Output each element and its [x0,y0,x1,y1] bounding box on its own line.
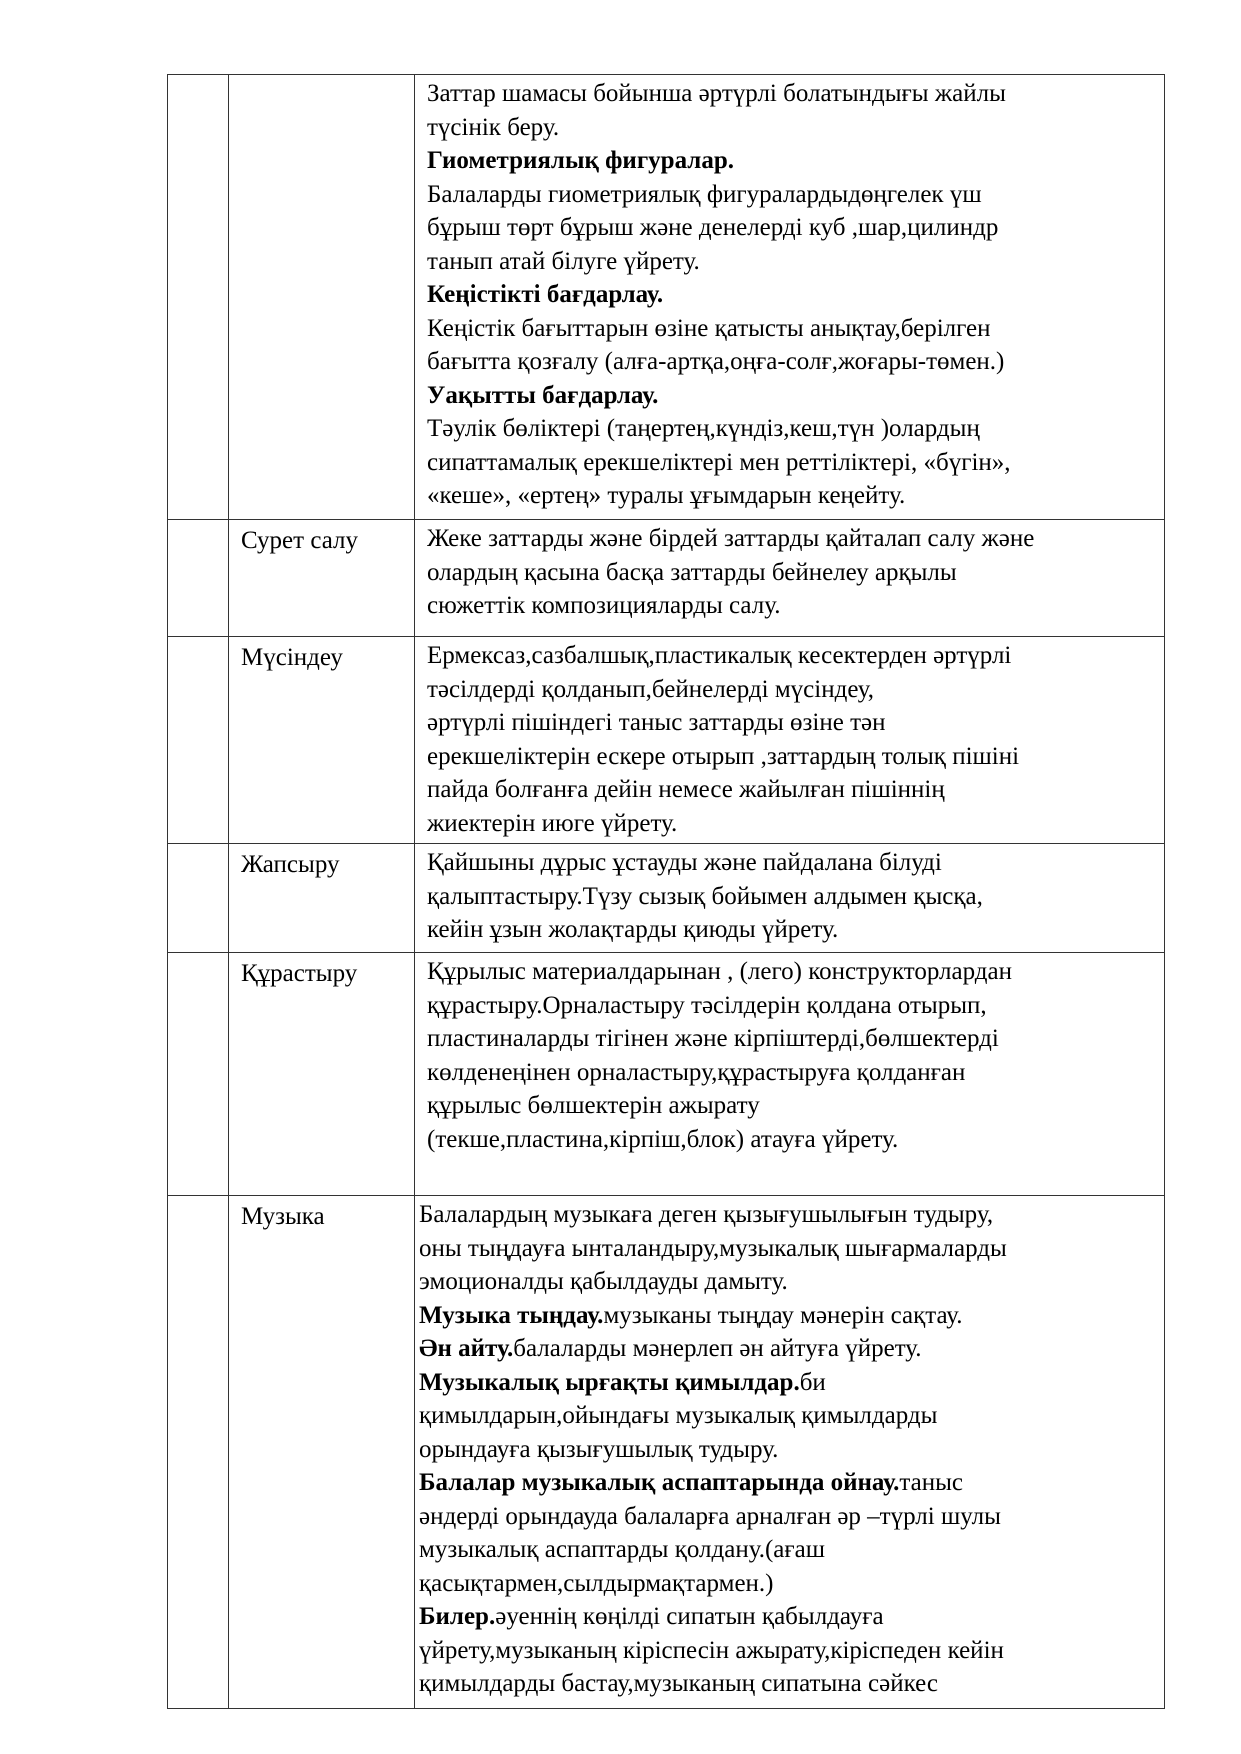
body-text: көлденеңінен орналастыру,құрастыруға қолданған [427,1058,966,1086]
bold-heading: Уақытты бағдарлау. [427,381,659,409]
content-line [427,1056,1160,1090]
body-text: пластиналарды тігінен және кірпіштерді,бөлшектерді [427,1025,999,1052]
content-line [419,1634,1160,1668]
index-cell [168,520,229,637]
body-text: «кеше», «ертең» туралы ұғымдарын кеңейту. [427,482,906,509]
table-row [168,637,1165,844]
content-line [419,1265,1160,1299]
body-text: құрылыс бөлшектерін ажырату [427,1092,760,1119]
subject-cell [229,75,415,520]
index-cell [168,953,229,1196]
content-line [427,379,1160,413]
body-text: эмоционалды қабылдауды дамыту. [419,1268,788,1295]
content-line [419,1232,1160,1266]
body-text: бұрыш төрт бұрыш және денелерді куб ,шар,цилиндр [427,214,999,241]
content-line [427,522,1160,556]
bold-heading: Билер. [419,1603,496,1630]
content-line [427,989,1160,1023]
content-line [419,1433,1160,1467]
content-line [427,740,1160,774]
content-line [419,1667,1160,1701]
curriculum-table [167,74,1165,1709]
content-line [419,1500,1160,1534]
content-line [427,446,1160,480]
body-text: кейін ұзын жолақтарды қиюды үйрету. [427,916,839,943]
bold-heading: Балалар музыкалық аспаптарында ойнау. [419,1469,900,1496]
body-text: түсінік беру. [427,113,560,141]
content-line [427,178,1160,212]
content-line [419,1567,1160,1601]
content-cell [415,953,1165,1196]
content-line [427,111,1160,145]
bold-heading: Кеңістікті бағдарлау. [427,281,664,308]
body-text: әндерді орындауда балаларға арналған әр –түрлі шулы [419,1502,1001,1530]
body-text: қасықтармен,сылдырмақтармен.) [419,1569,774,1597]
body-text: бағытта қозғалу (алға-артқа,оңға-солғ,жоғары-төмен.) [427,348,1005,375]
body-text: Тәулік бөліктері (таңертең,күндіз,кеш,түн )олардың [427,415,980,442]
subject-cell: Сурет салу [229,520,415,637]
content-cell [415,75,1165,520]
body-text: пайда болғанға дейін немесе жайылған пішіннің [427,776,945,803]
bold-heading: Музыкалық ырғақты қимылдар. [419,1368,800,1396]
body-text: орындауға қызығушылық тудыру. [419,1435,779,1463]
body-text: тәсілдерді қолданып,бейнелерді мүсіндеу, [427,675,875,703]
content-line [427,913,1160,947]
content-line [427,345,1160,379]
content-line [427,846,1160,880]
content-line [427,412,1160,446]
content-line [427,880,1160,914]
body-text: үйрету,музыканың кіріспесін ажырату,кіріспеден кейін [419,1636,1004,1664]
content-line [427,639,1160,673]
body-text: музыкалық аспаптарды қолдану.(ағаш [419,1536,825,1563]
content-line [419,1466,1160,1500]
index-cell [168,1196,229,1709]
content-line [427,1022,1160,1056]
content-line [427,706,1160,740]
body-text: Балаларды гиометриялық фигуралардыдөңгелек үш [427,180,982,208]
body-text: Құрылыс материалдарынан , (лего) конструкторлардан [427,958,1012,985]
content-cell [415,520,1165,637]
body-text: балаларды мәнерлеп ән айтуға үйрету. [513,1335,922,1362]
content-line [427,673,1160,707]
content-cell [415,637,1165,844]
table-row [168,75,1165,520]
body-text: әртүрлі пішіндегі таныс заттарды өзіне тән [427,709,886,736]
content-line [419,1399,1160,1433]
body-text: Балалардың музыкаға деген қызығушылығын тудыру, [419,1201,994,1228]
body-text: қимылдарын,ойындағы музыкалық қимылдарды [419,1402,938,1429]
body-text: танып атай білуге үйрету. [427,247,700,275]
content-line [427,479,1160,513]
content-line [427,773,1160,807]
content-cell [415,844,1165,953]
content-line [419,1198,1160,1232]
table-row [168,1196,1165,1709]
body-text: оны тыңдауға ынталандыру,музыкалық шығармаларды [419,1234,1007,1262]
table-body [168,75,1165,1709]
body-text: әуеннің көңілді сипатын қабылдауға [495,1603,884,1630]
body-text: музыканы тыңдау мәнерін сақтау. [603,1301,963,1329]
content-line [419,1366,1160,1400]
subject-cell: Жапсыру [229,844,415,953]
body-text: қимылдарды бастау,музыканың сипатына сәйкес [419,1670,938,1697]
bold-heading: Гиометриялық фигуралар. [427,147,734,174]
bold-heading: Музыка тыңдау. [419,1301,604,1329]
content-line [419,1533,1160,1567]
content-line [419,1600,1160,1634]
content-line [427,312,1160,346]
body-text: таныс [899,1469,963,1496]
body-text: ерекшеліктерін ескере отырып ,заттардың толық пішіні [427,742,1020,770]
content-line [419,1299,1160,1333]
body-text: би [799,1368,826,1396]
content-line [419,1332,1160,1366]
content-line [427,807,1160,841]
table-row [168,844,1165,953]
body-text: жиектерін июге үйрету. [427,809,678,837]
table-row [168,953,1165,1196]
body-text: қалыптастыру.Түзу сызық бойымен алдымен қысқа, [427,882,983,910]
content-line [427,77,1160,111]
content-line [427,589,1160,623]
subject-cell: Мүсіндеу [229,637,415,844]
index-cell [168,844,229,953]
content-line [427,144,1160,178]
subject-cell: Құрастыру [229,953,415,1196]
body-text: (текше,пластина,кірпіш,блок) атауға үйрету. [427,1125,899,1153]
content-line [427,278,1160,312]
body-text: олардың қасына басқа заттарды бейнелеу арқылы [427,558,957,586]
body-text: Кеңістік бағыттарын өзіне қатысты анықтау,берілген [427,314,991,342]
body-text: құрастыру.Орналастыру тәсілдерін қолдана отырып, [427,991,987,1019]
content-line [427,955,1160,989]
content-line [427,1123,1160,1157]
content-line [427,211,1160,245]
content-line [427,556,1160,590]
body-text: Заттар шамасы бойынша әртүрлі болатындығы жайлы [427,80,1006,107]
body-text: Қайшыны дұрыс ұстауды және пайдалана білуді [427,849,942,876]
body-text: Жеке заттарды және бірдей заттарды қайталап салу және [427,525,1035,552]
body-text: сипаттамалық ерекшеліктері мен реттіліктері, «бүгін», [427,448,1011,476]
content-cell [415,1196,1165,1709]
table-row [168,520,1165,637]
content-line [427,245,1160,279]
index-cell [168,75,229,520]
content-line [427,1089,1160,1123]
body-text: Ермексаз,сазбалшық,пластикалық кесектерден әртүрлі [427,642,1012,669]
index-cell [168,637,229,844]
subject-cell: Музыка [229,1196,415,1709]
body-text: сюжеттік композицияларды салу. [427,592,781,619]
bold-heading: Ән айту. [419,1335,514,1362]
